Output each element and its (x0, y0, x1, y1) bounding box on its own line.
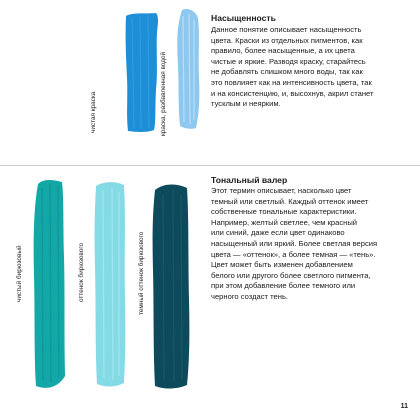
pure-paint-swatch (118, 10, 178, 135)
saturation-text: Данное понятие описывает насыщенность цвета. Краски из отдельных пигментов, как правило, более насыщенные, а их цвета чистые и яркие. Разводя краску, старайтесь не добавлять слишком много воды, так как это повлияет как на интенсивность цвета, так и на консистенцию, и, высохнув, акрил станет тусклым и неярким. (211, 25, 374, 109)
dark-turquoise-swatch (147, 180, 197, 395)
pure-turquoise-swatch (28, 176, 73, 396)
saturation-title: Насыщенность (211, 13, 276, 23)
pure-paint-label: чистая краска (90, 91, 97, 133)
turquoise-tint-swatch (88, 178, 133, 393)
page-number: 11 (400, 403, 408, 410)
tonal-value-text: Этот термин описывает, насколько цвет темный или светлый. Каждый оттенок имеет собственные тональные характеристики. Например, желтый светлее, чем красный или синий, даже если цвет одинаково насыщенный или яркий. Более светлая версия цвета — «оттенок», а более темная — «тень». Цвет может быть изменен добавлением белого или другого более светлого пигмента, при этом добавление более темного или черного создаст тень. (211, 186, 378, 301)
tonal-value-title: Тональный валер (211, 175, 288, 185)
diluted-paint-label: краска, разбавленная водой (160, 51, 167, 136)
dark-turquoise-label: темный оттенок бирюзового (138, 231, 145, 315)
diluted-paint-swatch (170, 6, 210, 131)
section-divider (0, 165, 420, 166)
pure-turquoise-label: чистый бирюзовый (16, 245, 23, 302)
turquoise-tint-label: оттенок бирюзового (78, 242, 85, 302)
